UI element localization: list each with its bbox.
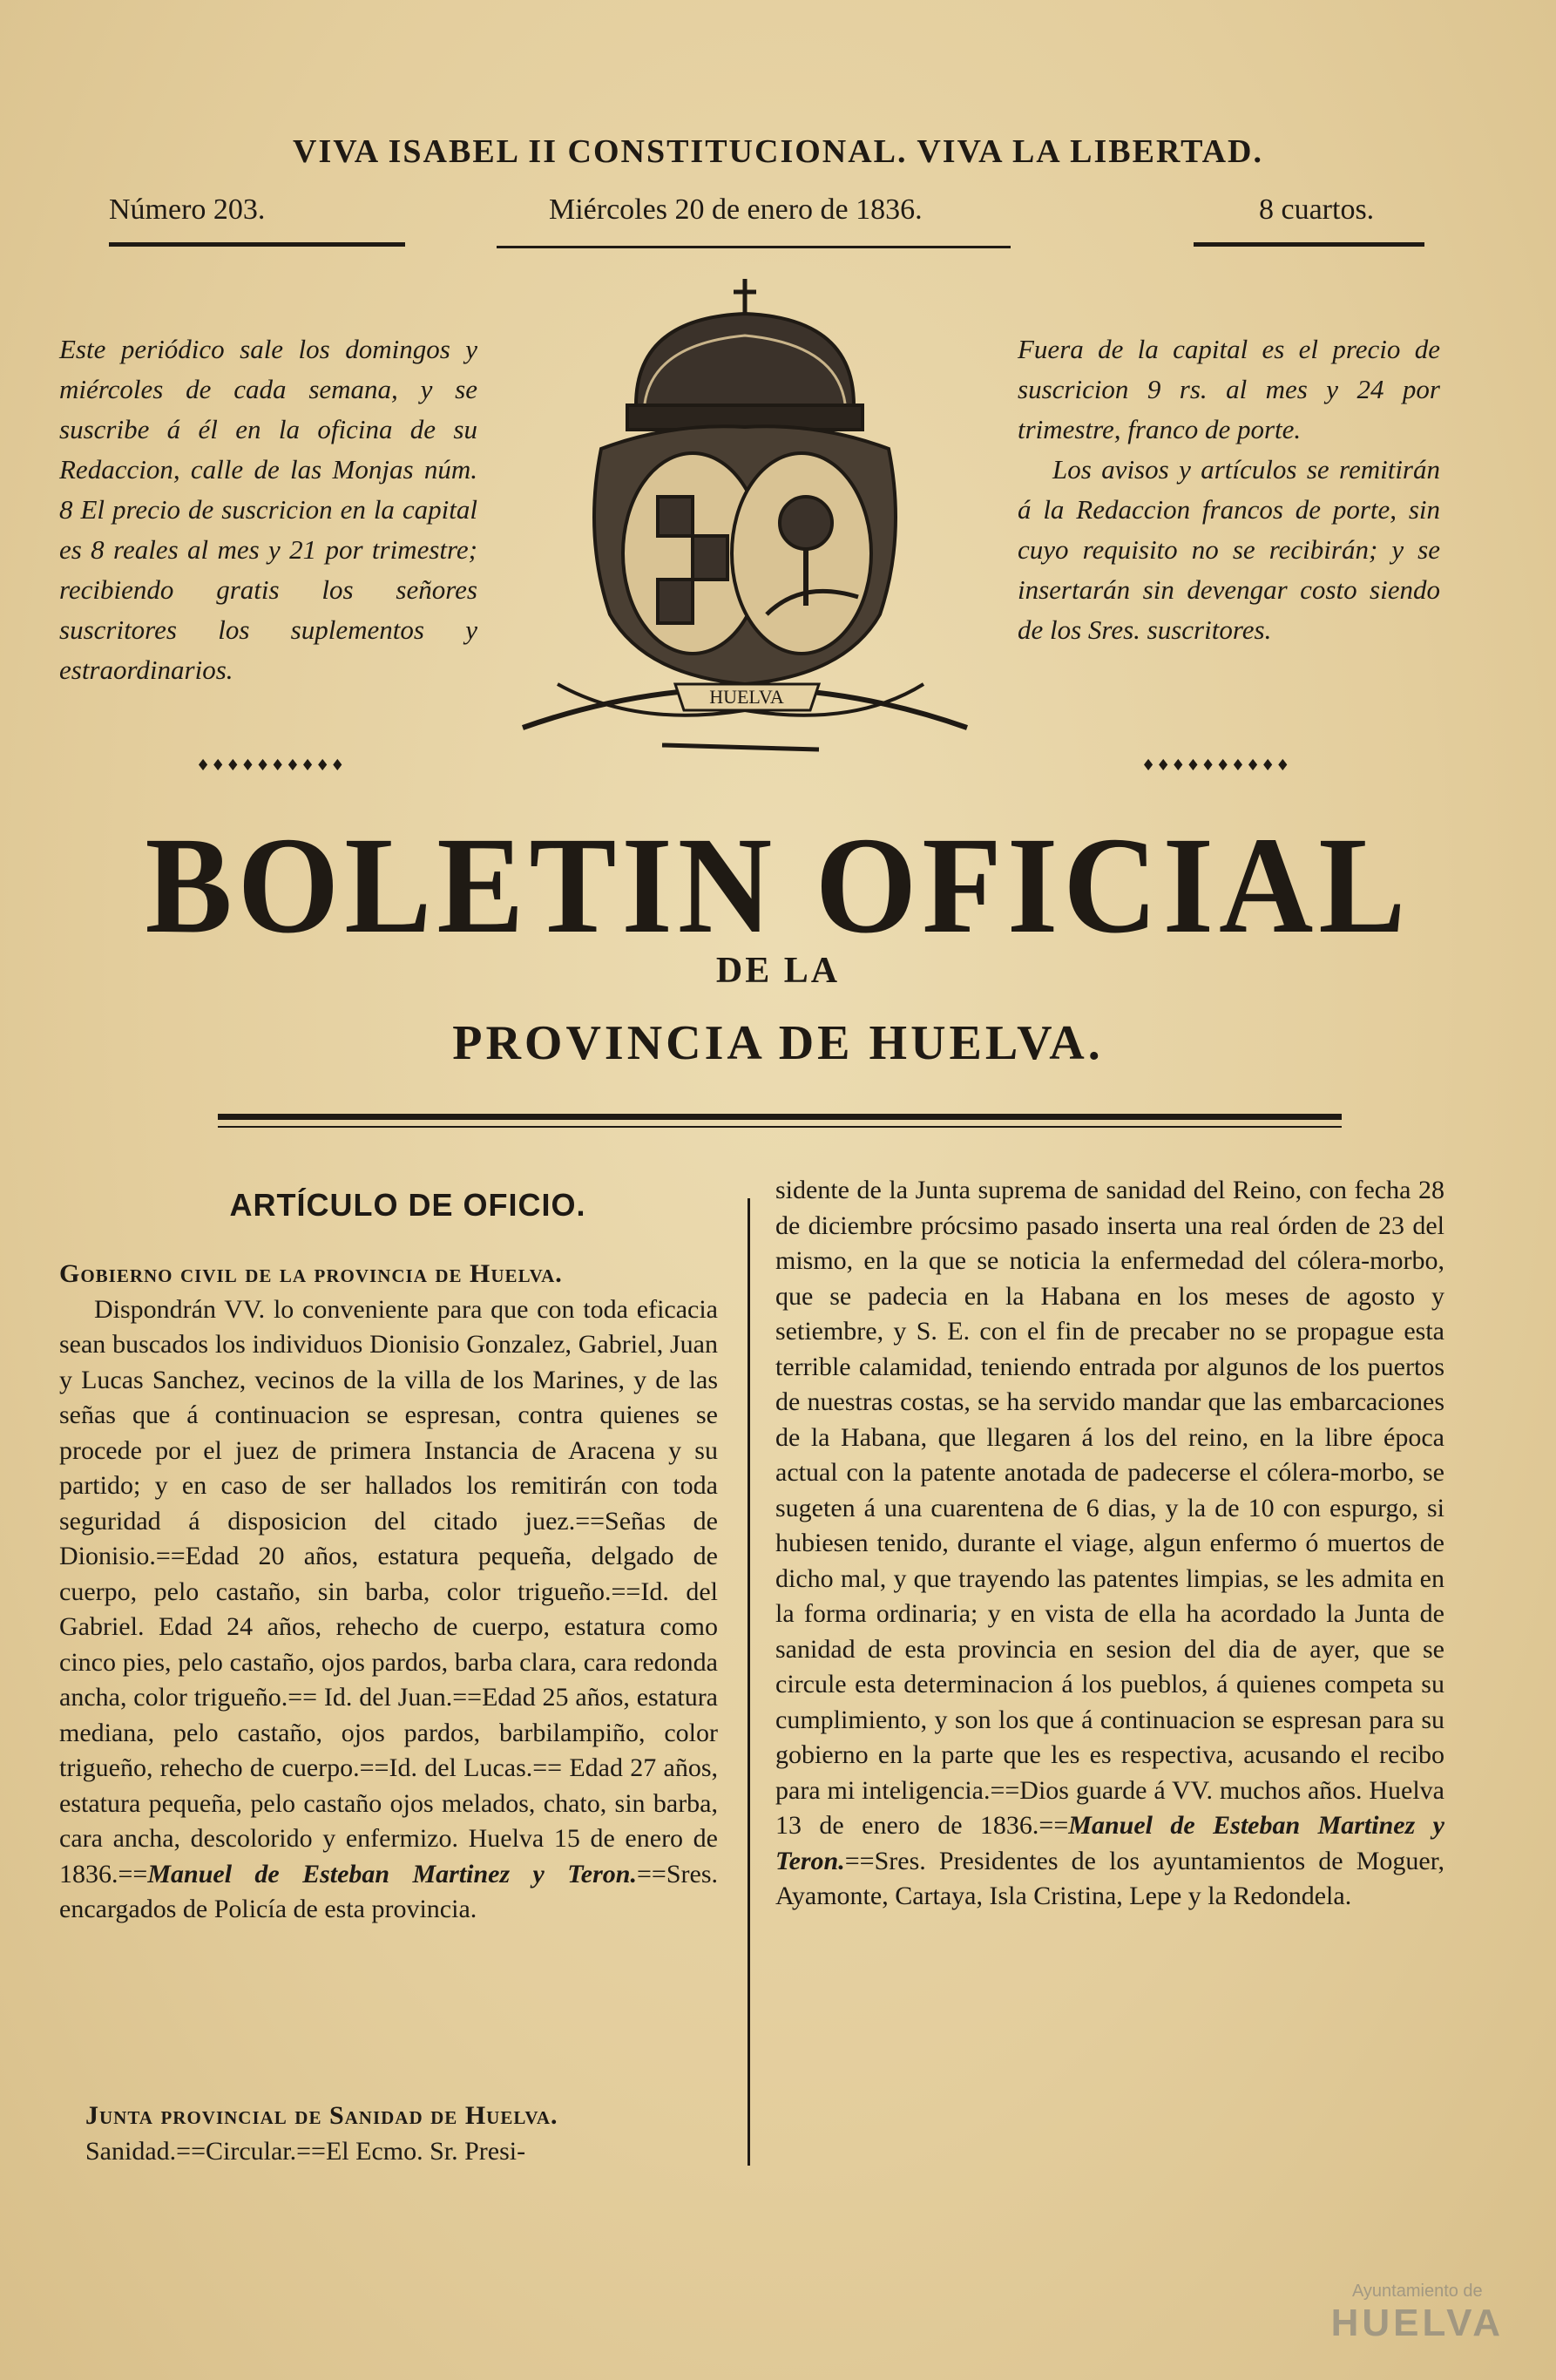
header-rule-left xyxy=(109,242,405,247)
article-closing: ==Sres. Presidentes de los ayuntamientos de Moguer, Ayamonte, Cartaya, Isla Cristina, Lepe y la Redondela. xyxy=(775,1846,1444,1910)
article-body-continued: sidente de la Junta suprema de sanidad del Reino, con fecha 28 de diciembre prócsimo pasado inserta una real órden de 23 del mismo, en la que se noticia la enfermedad del cólera-morbo, que se padecia en la Habana en los meses de agosto y setiembre, y S. E. con el fin de precaber no se propague esta terrible calamidad, teniendo entrada por algunos de los puertos de nuestras costas, se ha servido mandar que las embarcaciones de la Habana, que llegaren á los del reino, en la libre época actual con la patente anotada de padecerse el cólera-morbo, se sugeten á una cuarentena de 6 dias, y la de 10 con espurgo, si hubiesen tenido, durante el viage, algun enfermo ó muertos de dicho mal, y que trayendo las patentes limpias, se les admita en la forma ordinaria; y en vista de ella ha acordado la Junta de sanidad de esta provincia en sesion del dia de ayer, que se circule esta determinacion á los pueblos, á quienes competa su cumplimiento, y son los que á continuacion se espresan para su gobierno en la parte que les es respectiva, acusando el recibo para mi inteligencia.==Dios guarde á VV. muchos años. Huelva 13 de enero de 1836.== xyxy=(775,1176,1444,1840)
masthead-rule-thin xyxy=(218,1126,1342,1128)
article-closing: ==Sres. encargados de Policía de esta provincia. xyxy=(59,1859,718,1923)
left-notice: Este periódico sale los domingos y miércoles de cada semana, y se suscribe á él en la oficina de su Redaccion, calle de las Monjas núm. 8 El precio de suscricion en la capital es 8 reales al mes y 21 por trimestre; recibiendo gratis los señores suscritores los suplementos y estraordinarios. xyxy=(59,334,477,685)
article-heading: Gobierno civil de la provincia de Huelva. xyxy=(59,1259,563,1288)
emblem-ribbon-text: HUELVA xyxy=(709,686,784,708)
column-divider xyxy=(748,1198,750,2166)
masthead-province: PROVINCIA DE HUELVA. xyxy=(452,1016,1104,1070)
article-junta-continued xyxy=(775,1173,1444,1915)
article-signature: Manuel de Esteban Martinez y Teron. xyxy=(775,1811,1444,1875)
header-rule-center xyxy=(497,246,1011,248)
header-rule-right xyxy=(1194,242,1424,247)
coat-of-arms-emblem xyxy=(505,275,976,763)
masthead-de-la: DE LA xyxy=(715,951,841,991)
ornament-right: ♦♦♦♦♦♦♦♦♦♦ xyxy=(1141,756,1291,775)
article-body: Dispondrán VV. lo conveniente para que con toda eficacia sean buscados los individuos Dionisio Gonzalez, Gabriel, Juan y Lucas Sanchez, vecinos de la villa de los Marines, y de las señas que á continuacion se espresan, contra quienes se procede por el juez de primera Instancia de Aracena y su partido; y en caso de ser hallados los remitirán con toda seguridad á disposicion del citado juez.==Señas de Dionisio.==Edad 20 años, estatura pequeña, delgado de cuerpo, pelo castaño, sin barba, color trigueño.==Id. del Gabriel. Edad 24 años, rehecho de cuerpo, estatura como cinco pies, pelo castaño, ojos pardos, barba clara, cara redonda ancha, color trigueño.== Id. del Juan.==Edad 25 años, estatura mediana, pelo castaño, ojos pardos, barbilampiño, color trigueño, rehecho de cuerpo.==Id. del Lucas.== Edad 27 años, estatura pequeña, pelo castaño ojos melados, chato, sin barba, cara ancha, descolorido y enfermizo. Huelva 15 de enero de 1836.== xyxy=(59,1294,718,1888)
watermark-line1: Ayuntamiento de xyxy=(1351,2282,1483,2301)
masthead-rule-thick xyxy=(218,1114,1342,1120)
issue-date: Miércoles 20 de enero de 1836. xyxy=(549,193,923,226)
article-junta-sanidad xyxy=(85,2099,718,2169)
article-signature: Manuel de Esteban Martinez y Teron. xyxy=(147,1859,637,1888)
issue-price: 8 cuartos. xyxy=(1259,193,1375,226)
watermark-line2: HUELVA xyxy=(1330,2302,1504,2344)
masthead-title: BOLETIN OFICIAL xyxy=(145,809,1411,962)
motto: VIVA ISABEL II CONSTITUCIONAL. VIVA LA LIBERTAD. xyxy=(293,133,1263,170)
article-heading: Junta provincial de Sanidad de Huelva. xyxy=(85,2101,558,2130)
section-heading: ARTÍCULO DE OFICIO. xyxy=(229,1187,586,1223)
issue-number: Número 203. xyxy=(109,193,266,226)
article-body-start: Sanidad.==Circular.==El Ecmo. Sr. Presi- xyxy=(85,2136,526,2166)
article-gobierno-civil xyxy=(59,1257,718,1928)
ornament-left: ♦♦♦♦♦♦♦♦♦♦ xyxy=(196,756,346,775)
right-notice: Fuera de la capital es el precio de suscricion 9 rs. al mes y 24 por trimestre, franco de porte. Los avisos y artículos se remitirán á la Redaccion francos de porte, sin cuyo requisito no se recibirán; y se insertarán sin devengar costo siendo de los Sres. suscritores. xyxy=(1018,334,1440,645)
archive-watermark xyxy=(1331,2282,1504,2345)
